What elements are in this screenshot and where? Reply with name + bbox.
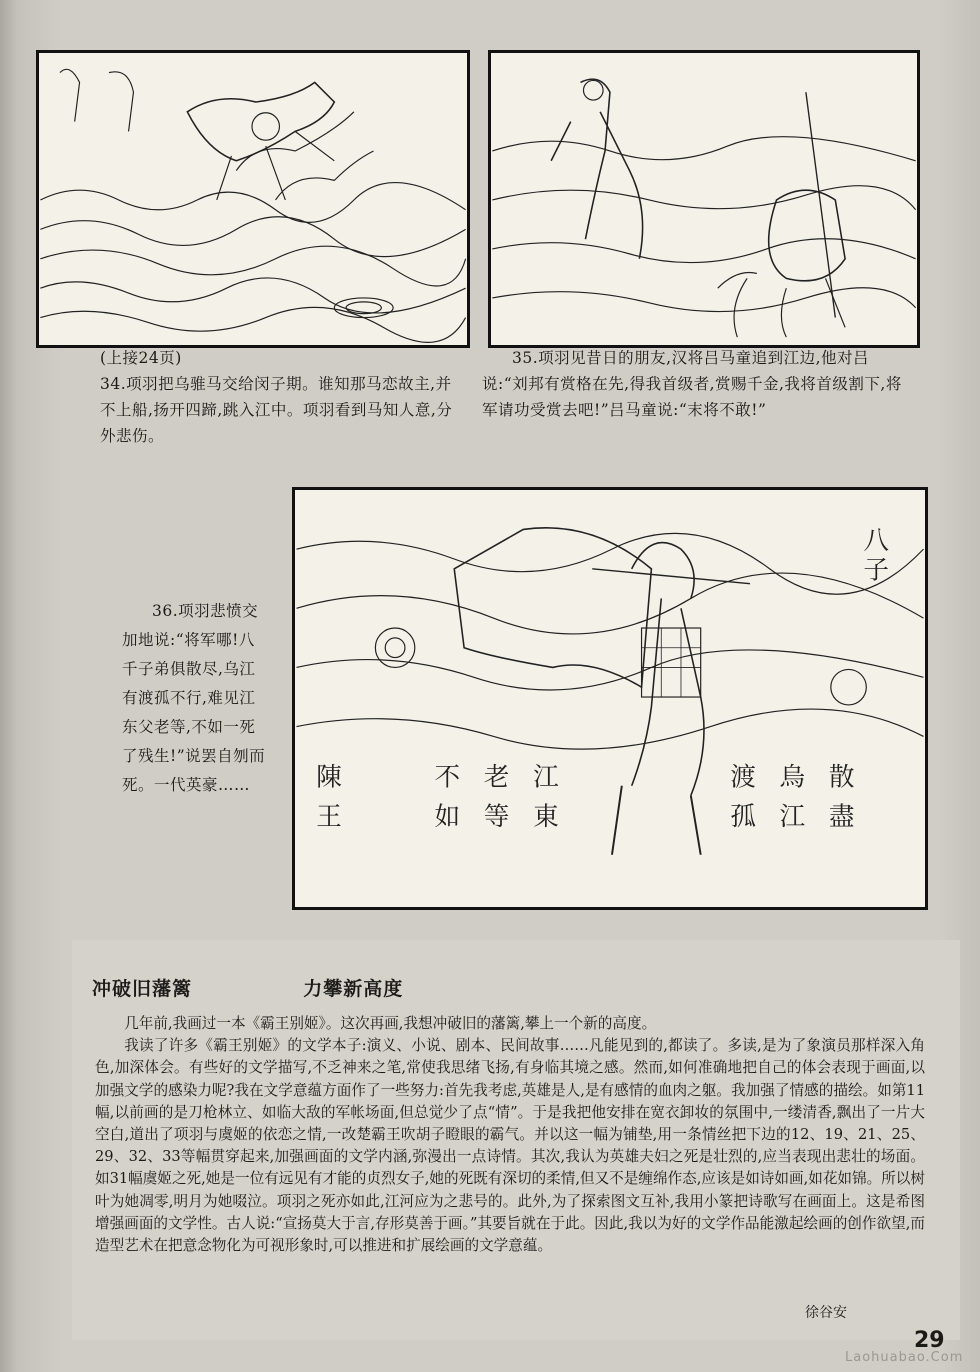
svg-text:散: 散 bbox=[828, 762, 855, 793]
svg-text:陳: 陳 bbox=[316, 762, 342, 793]
caption-text-35: 35.项羽见昔日的朋友,汉将吕马童追到江边,他对吕说:“刘邦有赏格在先,得我首级者,赏赐千金,我将首级割下,将军请功受赏去吧!”吕马童说:“末将不敢!” bbox=[482, 349, 902, 419]
svg-text:孤: 孤 bbox=[730, 802, 756, 833]
article-title-part2: 力攀新高度 bbox=[303, 978, 404, 1000]
site-watermark: Laohuabao.Com bbox=[845, 1350, 964, 1365]
illustration-panel-35 bbox=[488, 50, 920, 348]
caption-35 bbox=[482, 345, 902, 423]
svg-text:子: 子 bbox=[863, 555, 889, 586]
article-title bbox=[92, 974, 403, 1001]
caption-text-36: 36.项羽悲愤交加地说:“将军哪!八千子弟俱散尽,乌江有渡孤不行,难见江东父老等,不如一死了残生!”说罢自刎而死。一代英豪…… bbox=[122, 602, 266, 794]
caption-continued-note: (上接24页) bbox=[100, 349, 182, 367]
svg-text:不: 不 bbox=[434, 762, 461, 793]
xiang-yu-meets-lu-matong-drawing bbox=[491, 53, 917, 345]
svg-text:江: 江 bbox=[779, 802, 806, 833]
svg-text:八: 八 bbox=[863, 526, 889, 557]
horse-leaping-into-river-drawing bbox=[39, 53, 467, 345]
illustration-panel-36 bbox=[292, 487, 928, 910]
page-number: 29 bbox=[914, 1328, 945, 1353]
caption-36 bbox=[122, 597, 267, 800]
svg-text:江: 江 bbox=[533, 762, 559, 793]
svg-text:烏: 烏 bbox=[779, 762, 806, 793]
caption-text-34: 34.项羽把乌骓马交给闵子期。谁知那马恋故主,并不上船,扬开四蹄,跳入江中。项羽看到马知人意,分外悲伤。 bbox=[100, 375, 453, 445]
article-title-part1: 冲破旧藩篱 bbox=[92, 978, 193, 1000]
svg-text:盡: 盡 bbox=[828, 802, 855, 833]
svg-text:老: 老 bbox=[483, 762, 510, 793]
svg-text:東: 東 bbox=[533, 802, 559, 833]
svg-text:王: 王 bbox=[316, 802, 342, 833]
illustration-panel-34 bbox=[36, 50, 470, 348]
svg-text:渡: 渡 bbox=[730, 762, 756, 793]
article-paragraph-2: 我读了许多《霸王别姬》的文学本子:演义、小说、剧本、民间故事……凡能见到的,都读了。多读,是为了象演员那样深入角色,加深体会。有些好的文学描写,不乏神来之笔,常使我思绪飞扬,有身临其境之感。然而,如何准确地把自己的体会表现于画面,以加强文学的感染力呢?我在文学意蕴方面作了一些努力:首先我考虑,英雄是人,是有感情的血肉之躯。我加强了情感的描绘。如第11幅,以前画的是刀枪林立、如临大敌的军帐场面,但总觉少了点“情”。于是我把他安排在宽衣卸妆的氛围中,一缕清香,飘出了一片大空白,道出了项羽与虞姬的依恋之情,一改楚霸王吹胡子瞪眼的霸气。并以这一幅为铺垫,用一条情丝把下边的12、19、21、25、29、32、33等幅贯穿起来,加强画面的文学内涵,弥漫出一点诗情。其次,我认为英雄夫妇之死是壮烈的,应当表现出悲壮的场面。如31幅虞姬之死,她是一位有远见有才能的贞烈女子,她的死既有深切的柔情,但又不是缠绵作态,应该是如诗如画,如花如锦。所以树叶为她凋零,明月为她啜泣。项羽之死亦如此,江河应为之悲号的。此外,为了探索图文互补,我用小篆把诗歌写在画面上。这是希图增强画面的文学性。古人说:“宣扬莫大于言,存形莫善于画。”其要旨就在于此。因此,我以为好的文学作品能激起绘画的创作欲望,而造型艺术在把意念物化为可视形象时,可以推进和扩展绘画的文学意蕴。 bbox=[95, 1037, 925, 1255]
article-paragraph-1: 几年前,我画过一本《霸王别姬》。这次再画,我想冲破旧的藩篱,攀上一个新的高度。 bbox=[124, 1015, 657, 1032]
svg-text:如: 如 bbox=[434, 802, 461, 833]
caption-34 bbox=[100, 345, 460, 449]
svg-text:等: 等 bbox=[483, 802, 510, 833]
article-author: 徐谷安 bbox=[805, 1305, 847, 1321]
article-body bbox=[95, 1013, 925, 1257]
xiang-yu-final-stand-drawing bbox=[295, 490, 925, 907]
